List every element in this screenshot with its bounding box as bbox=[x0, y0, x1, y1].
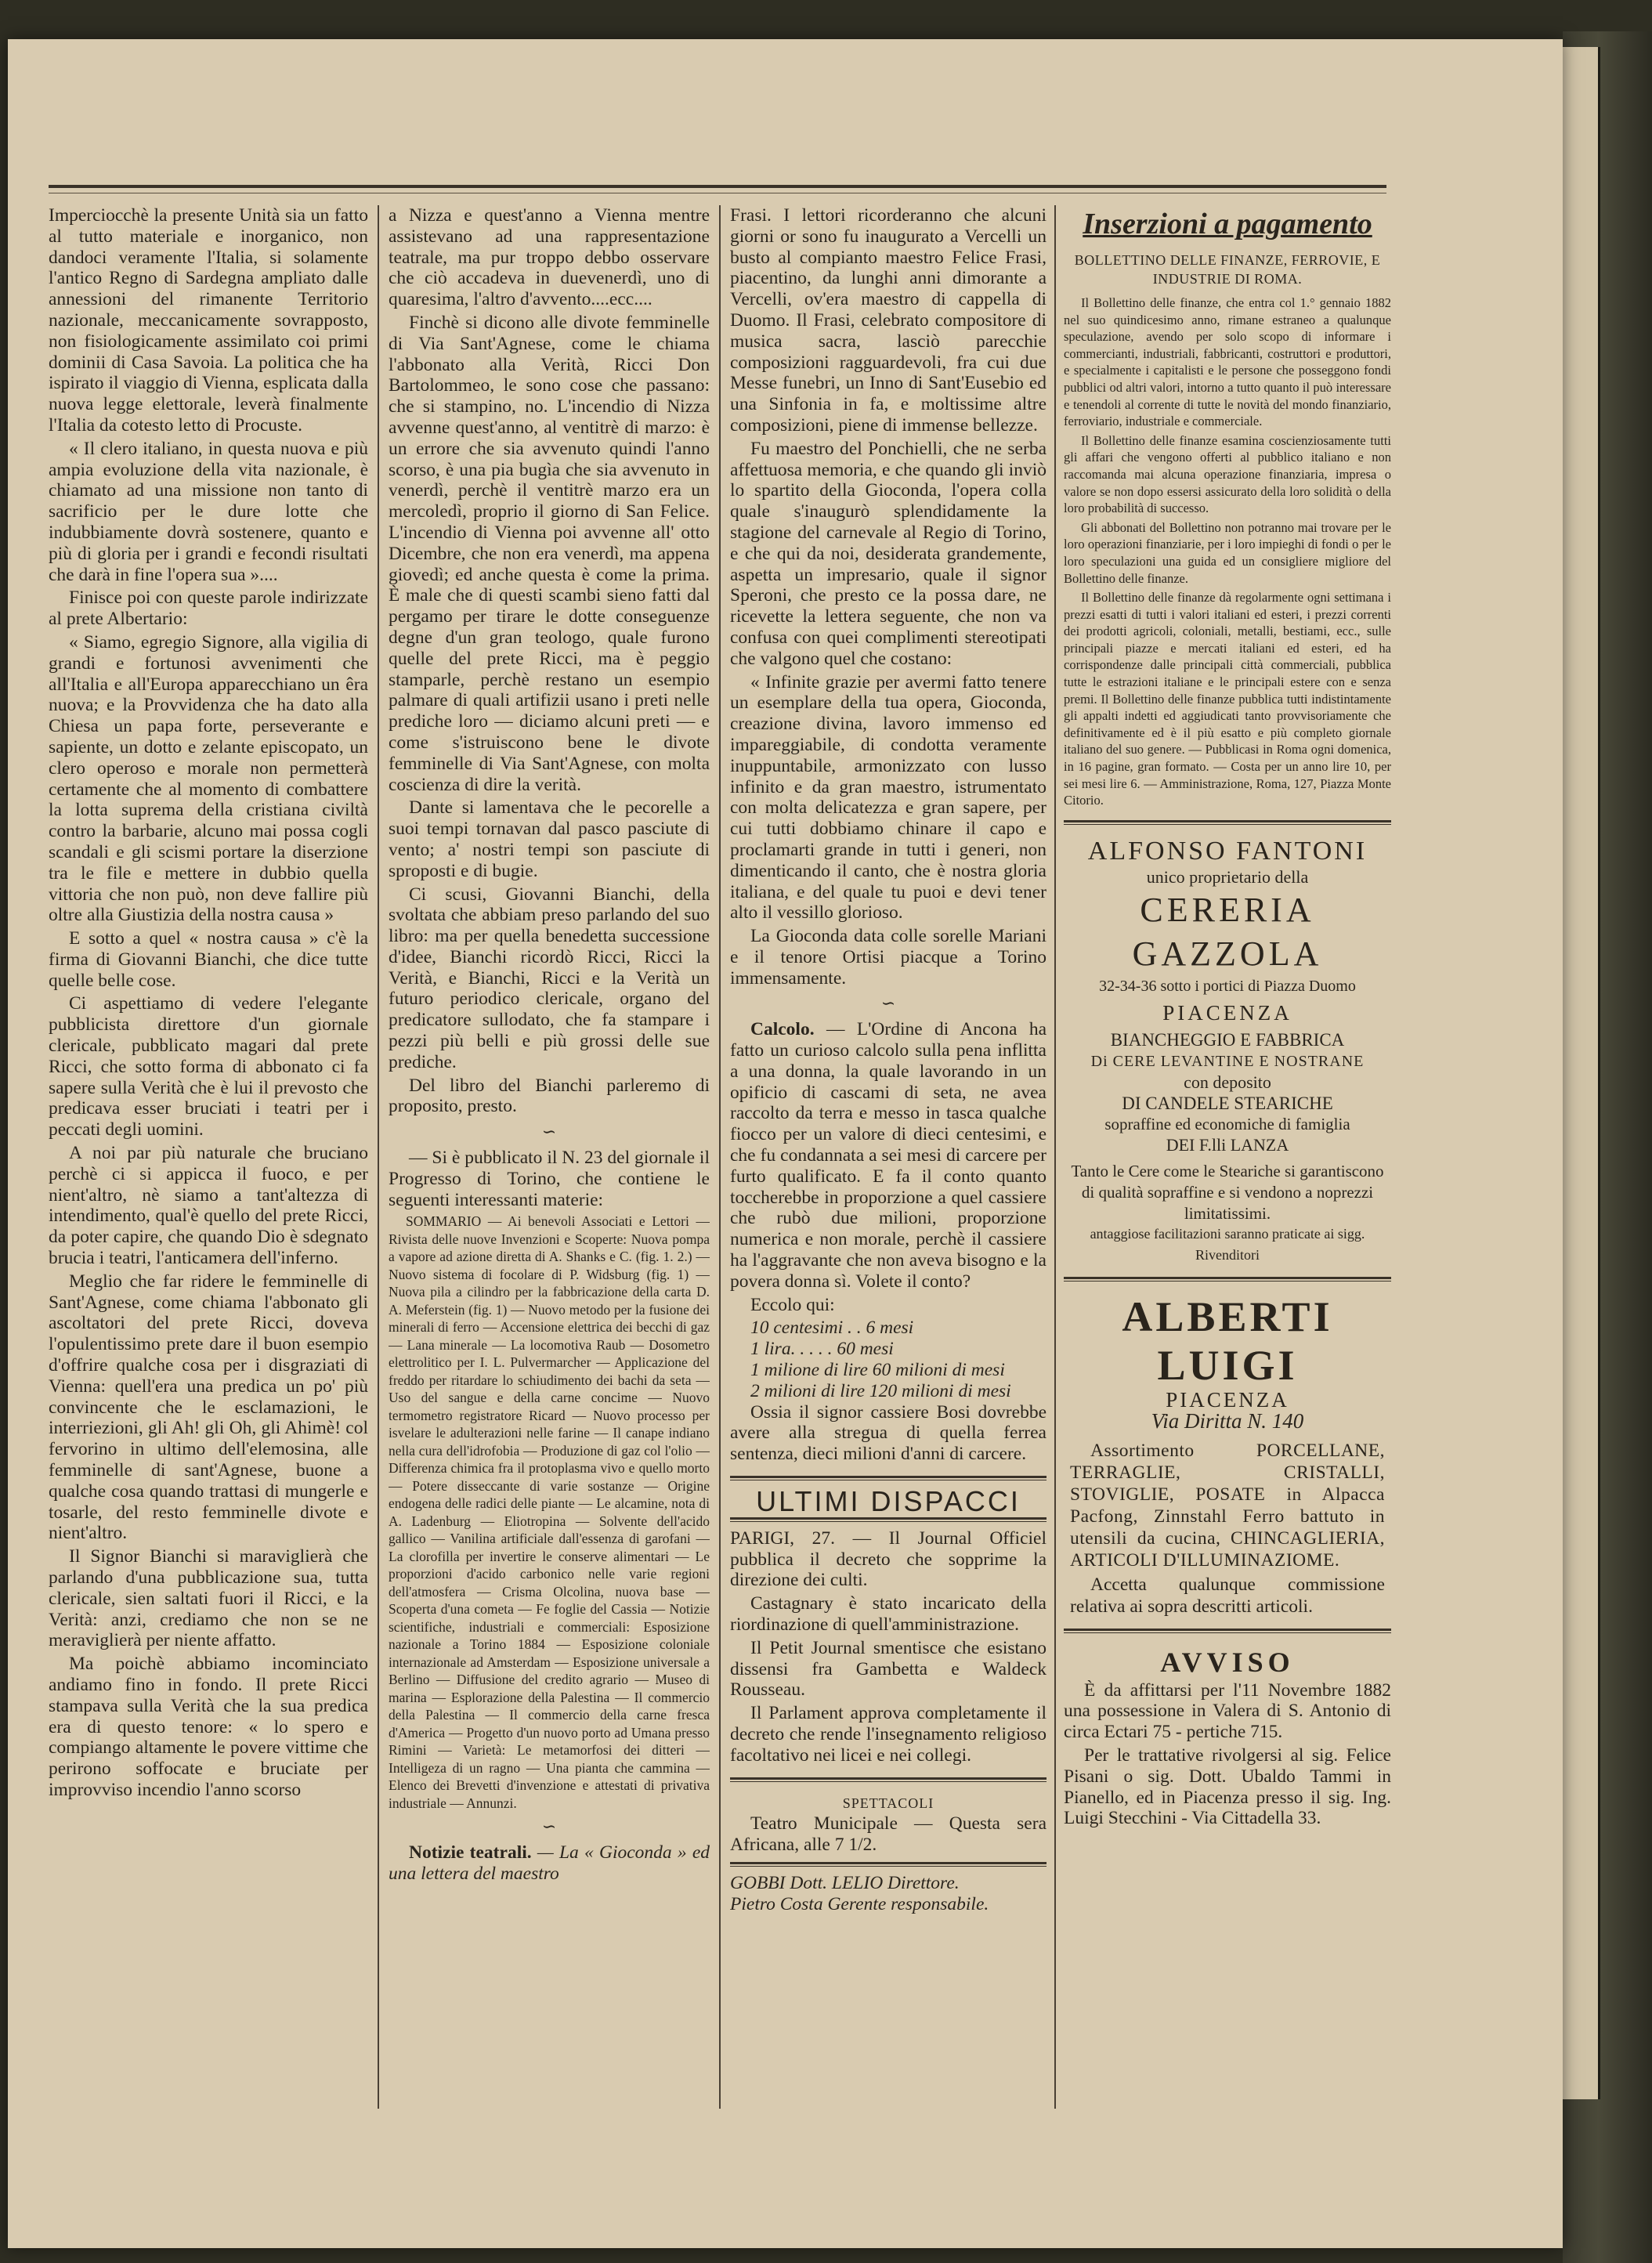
alberti-ad bbox=[1064, 1292, 1391, 1618]
gerente-line: Pietro Costa Gerente responsabile. bbox=[730, 1893, 989, 1914]
bollettino-paragraph: Il Bollettino delle finanze dà regolarmente ogni settimana i prezzi esatti di tutti i valori italiani ed esteri, i prezzi correnti dei prodotti agricoli, coloniali, metalli, bestiami, ecc., sulle principali piazze e mercati italiani ed esteri, ed ha corrispondenze dalle principali città commerciali, pubblica tutte le estrazioni italiane e le principali estere con e senza premi. Il Bollettino delle finanze pubblica tutti indistintamente gli appalti indetti ed aggiudicati tanto provvisoriamente che definitivamente ed è il più esatto e più completo giornale italiano del suo genere. — Pubblicasi in Roma ogni domenica, in 16 pagine, gran formato. — Costa per un anno lire 10, per sei mesi lire 6. — Amministrazione, Roma, 127, Piazza Monte Citorio. bbox=[1064, 590, 1391, 808]
column-divider bbox=[1054, 205, 1056, 2109]
spettacoli-text: Teatro Municipale — Questa sera Africana, alle 7 1/2. bbox=[730, 1813, 1047, 1856]
article-paragraph: Finchè si dicono alle divote femminelle di Via Sant'Agnese, come le chiama l'abbonato alla Verità, Ricci Don Bartolommeo, le sono cose che passano: che si stampino, no. L'incendio di Nizza avvenne quest'anno, al ventitrè di marzo: è un errore che sia avvenuto quindi l'anno scorso, è una pia bugìa che sia avvenuto in venerdì, perchè il ventitrè marzo era un mercoledì, proprio il giorno di San Felice. L'incendio di Vienna poi avvenne all' otto Dicembre, che non era venerdì, ma appena giovedì; ed anche questa è come la prima. È male che di questi scambi sieno fatti dal pergamo per tirare le dotte conseguenze degne d'un gran teologo, quale furono quelle del prete Ricci, ma è peggio stamparle, perchè restano un esempio palmare di quali artifizii usano i preti nelle prediche loro — diciamo alcuni preti — e come s'istruiscono bene le divote femminelle di Via Sant'Agnese, con molta coscienza di dire la verità. bbox=[389, 312, 710, 795]
alberti-city: PIACENZA bbox=[1166, 1387, 1289, 1412]
article-paragraph: « Siamo, egregio Signore, alla vigilia di grandi e fortunosi avvenimenti che all'Italia e all'Europa apparecchiano un êra nuova; e la Provvidenza che ha dato alla Chiesa un papa forte, perseverante e sapiente, un dotto e zelante episcopato, un clero operoso e morale non permetterà certamente che al momento di combattere la lotta suprema della cristiana civiltà contro la barbarie, alcuno mai possa cogli scandali e gli scismi portare la diserzione tra le file e mettere in dubbio quella vittoria che non può, non deve fallire più oltre alla Giustizia della nostra causa » bbox=[49, 631, 368, 926]
spettacoli-title: SPETTACOLI bbox=[842, 1795, 934, 1811]
calcolo-text: — L'Ordine di Ancona ha fatto un curioso calcolo sulla pena inflitta a una donna, la quale lavorando in un opificio di cascami di seta, ne avea raccolto da terra e messo in tasca qualche fiocco per un valore di dieci centesimi, e che fu condannata a sei mesi di carcere per furto qualificato. E fa il conto quanto toccherebbe in proporzione a quel cassiere che rubò due milioni, proporzione numerica e non morale, perchè il cassiere ha l'aggravante che non aveva bisogno e la povera donna sì. Volete il conto? bbox=[730, 1019, 1047, 1292]
article-paragraph: Ma poichè abbiamo incominciato andiamo fino in fondo. Il prete Ricci stampava sulla Verità che la sua predica era di questo tenore: « lo spero e compiango altamente le povere vittime che perirono soffocate e bruciate per improvviso incendio l'anno scorso bbox=[49, 1654, 368, 1800]
fantoni-line: BIANCHEGGIO E FABBRICA bbox=[1110, 1030, 1345, 1050]
fantoni-line: DEI F.lli LANZA bbox=[1166, 1135, 1289, 1155]
article-paragraph: La Gioconda data colle sorelle Mariani e il tenore Ortisi piacque a Torino immensamente. bbox=[730, 926, 1047, 989]
alberti-address: Via Diritta N. 140 bbox=[1151, 1408, 1304, 1433]
fantoni-line: antaggiose facilitazioni saranno praticate ai sigg. Rivenditori bbox=[1090, 1226, 1365, 1263]
article-paragraph: Finisce poi con queste parole indirizzate al prete Albertario: bbox=[49, 587, 368, 630]
fantoni-line: Tanto le Cere come le Steariche si garantiscono di qualità sopraffine e si vendono a noprezzi limitatissimi. bbox=[1071, 1161, 1384, 1223]
sommario-text: SOMMARIO — Ai benevoli Associati e Lettori — Rivista delle nuove Invenzioni e Scoperte: Nuova pompa a vapore ad azione diretta di A. Shanks e C. (fig. 1. 2.) — Nuovo sistema di focolare di P. Widsburg (fig. 1) — Nuova pila a cilindro per la fabbricazione della carta D. A. Meferstein (fig. 1) — Nuovo metodo per la fusione dei minerali di ferro — Accensione elettrica dei becchi di gaz — Lana minerale — La locomotiva Raub — Dosometro elettrolitico per I. L. Pulvermarcher — Applicazione del freddo per ritardare lo schiudimento dei bachi da seta — Uso del sangue e della carne concime — Nuovo termometro registratore Ricard — Nuovo processo per isvelare le adulterazioni nelle farine — Il canape indiano nella cura dell'idrofobia — Produzione di gaz col l'olio — Differenza chimica fra il protoplasma vivo e quello morto — Potere disseccante di varie sostanze — Origine endogena delle radici delle piante — Le alcamine, nota di A. Ladenburg — Eliotropina — Solvente dell'acido gallico — Vanilina artificiale dall'essenza di garofani — La clorofilla per invertire le conserve alimentari — Le proporzioni d'acido carbonico nelle varie regioni dell'atmosfera — Crisma Olcolina, nuova base — Scoperta d'una cometa — Fe foglie del Cassia — Notizie scientifiche, industriali e commerciali: Esposizione nazionale a Torino 1884 — Esposizione coloniale internazionale ad Amsterdam — Esposizione universale a Berlino — Diffusione del credito agrario — Museo di marina — Esplorazione della Palestina — Il commercio della Palestina — Il commercio della carne fresca d'America — Progetto d'un nuovo porto ad Umana presso Rimini — Varietà: Le metamorfosi dei ditteri — Intelligeza di un ragno — Una pianta che cammina — Elenco dei Brevetti d'invenzione e attestati di privativa industriale — Annunzi. bbox=[389, 1213, 710, 1811]
article-paragraph: Il Signor Bianchi si maraviglierà che parlando d'una pubblicazione sua, tutta clericale, sien saltati fuori il Ricci, e la Verità: anzi, crediamo che non se ne meraviglierà per niente affatto. bbox=[49, 1546, 368, 1651]
section-flourish: ∽ bbox=[541, 1122, 557, 1142]
article-paragraph: a Nizza e quest'anno a Vienna mentre assistevano ad una rappresentazione teatrale, ma pur troppo debbo osservare che ciò accadeva in duevenerdì, uno di quaresima, l'altro d'avvento....ecc.... bbox=[389, 205, 710, 310]
fantoni-ad bbox=[1064, 836, 1391, 1266]
article-paragraph: « Il clero italiano, in questa nuova e più ampia evoluzione della vita nazionale, è chiamato ad una missione non tanto di sacrificio per le dure lotte che indubbiamente dovrà sostenere, quanto e più di gloria per i grandi e fecondi risultati che darà in fine l'opera sua ».... bbox=[49, 438, 368, 585]
column-1 bbox=[49, 205, 368, 2101]
column-4 bbox=[1064, 205, 1391, 2101]
alberti-text: Accetta qualunque commissione relativa ai sopra descritti articoli. bbox=[1070, 1574, 1385, 1617]
section-rule bbox=[730, 1476, 1047, 1480]
section-flourish: ∽ bbox=[880, 993, 896, 1014]
bollettino-block bbox=[1064, 295, 1391, 809]
fantoni-city: PIACENZA bbox=[1162, 1001, 1292, 1025]
article-paragraph: E sotto a quel « nostra causa » c'è la firma di Giovanni Bianchi, che dice tutte quelle belle cose. bbox=[49, 928, 368, 991]
calcolo-row: 10 centesimi . . 6 mesi bbox=[750, 1318, 914, 1339]
section-rule bbox=[730, 1862, 1047, 1867]
article-paragraph: Meglio che far ridere le femminelle di Sant'Agnese, come chiama l'abbonato gli ascoltatori del prete Ricci, doveva l'opulentissimo prete dare il buon esempio d'offrire qualche cosa per i disgraziati di Vienna: quell'era una predica un po' più convincente che le esclamazioni, le interriezioni, gli Ah! gli Oh, gli Ahimè! col fervorino in ultimo dell'elemosina, alle femminelle di sant'Agnese, buone a qualche cosa quando trattasi di mungerle e tosarle, del resto femminelle divote e nient'altro. bbox=[49, 1271, 368, 1544]
column-2 bbox=[389, 205, 710, 2101]
article-paragraph: Ossia il signor cassiere Bosi dovrebbe avere alla stregua di quella ferrea sentenza, dieci milioni d'anni di carcere. bbox=[730, 1401, 1047, 1465]
calcolo-row: 1 milione di lire 60 milioni di mesi bbox=[750, 1360, 1005, 1381]
column-3 bbox=[730, 205, 1047, 2101]
section-rule bbox=[730, 1517, 1047, 1522]
fantoni-sub: unico proprietario della bbox=[1146, 866, 1309, 887]
bollettino-title: BOLLETTINO DELLE FINANZE, FERROVIE, E INDUSTRIE DI ROMA. bbox=[1074, 252, 1381, 287]
article-paragraph: Imperciocchè la presente Unità sia un fatto al tutto materiale e inorganico, non dandoci veramente l'Italia, si solamente l'antico Regno di Sardegna ampliato dalle annessioni del rimanente Territorio nazionale, meccanicamente sovrapposto, non fisiologicamente assimilato coi primi dominii di Casa Savoia. La politica che ha ispirato il viaggio di Vienna, esplicata dalla nuova legge elettorale, leverà finalmente l'Italia da cotesto letto di Procuste. bbox=[49, 205, 368, 436]
article-paragraph: Dante si lamentava che le pecorelle a suoi tempi tornavan dal pasco pasciute di vento; a' nostri tempi son pasciute di sproposti e di bugie. bbox=[389, 797, 710, 881]
calcolo-row: 1 lira. . . . . 60 mesi bbox=[750, 1339, 894, 1360]
fantoni-line: sopraffine ed economiche di famiglia bbox=[1104, 1115, 1350, 1134]
avviso-title: AVVISO bbox=[1160, 1646, 1295, 1678]
section-rule bbox=[1064, 820, 1391, 825]
notizie-title: Notizie teatrali. bbox=[409, 1842, 532, 1864]
column-divider bbox=[719, 205, 721, 2109]
fantoni-address: 32-34-36 sotto i portici di Piazza Duomo bbox=[1099, 977, 1356, 995]
eccolo-line: Eccolo qui: bbox=[750, 1294, 835, 1315]
avviso-text: È da affittarsi per l'11 Novembre 1882 una possessione in Valera di S. Antonio di circa Ectari 75 - pertiche 715. bbox=[1064, 1679, 1391, 1743]
bollettino-paragraph: Il Bollettino delle finanze, che entra col 1.° gennaio 1882 nel suo quindicesimo anno, rimane estraneo a qualunque speculazione, avendo per solo scopo di informare i commercianti, industriali, fabbricanti, costruttori e produttori, e specialmente i capitalisti e le persone che posseggono fondi pubblici od altri valori, intorno a tutto quanto il può interessare e tenendoli al corrente di tutte le novità del mondo finanziario, ferroviario, industriale e commerciale. bbox=[1064, 295, 1391, 429]
article-paragraph: Fu maestro del Ponchielli, che ne serba affettuosa memoria, e che quando gli inviò lo spartito della Gioconda, l'opera colla quale s'inaugurò splendidamente la stagione del carnevale al Regio di Torino, e che qui da noi, desiderata grandemente, aspetta un impresario, quale il signor Speroni, che presto ce la possa dare, ne ricevette la lettera seguente, che non va confusa con quei complimenti stereotipati che valgono quel che costano: bbox=[730, 438, 1047, 669]
section-flourish: ∽ bbox=[541, 1817, 557, 1837]
section-rule bbox=[1064, 1277, 1391, 1282]
section-rule bbox=[1064, 1629, 1391, 1633]
fantoni-line: con deposito bbox=[1184, 1072, 1271, 1092]
dispaccio: PARIGI, 27. — Il Journal Officiel pubblica il decreto che sopprime la direzione dei culti. bbox=[730, 1527, 1047, 1591]
article-paragraph: « Infinite grazie per avermi fatto tenere un esemplare della tua opera, Gioconda, creazione divina, lavoro immenso ed impareggiabile, di condotta veramente inuppuntabile, armonizzato con lusso infinito e da gran maestro, istrumentato con molta delicatezza e gran sapere, per cui tutti dobbiamo chinare il capo e proclamarti grande in tutti i generi, non dimenticando il canto, che è nostra gloria italiana, e del quale tu puoi e devi tener alto il vessillo glorioso. bbox=[730, 671, 1047, 924]
header-rule bbox=[49, 185, 1386, 193]
calcolo-row: 2 milioni di lire 120 milioni di mesi bbox=[750, 1380, 1011, 1401]
sommario-block bbox=[389, 1213, 710, 1812]
article-paragraph: Del libro del Bianchi parleremo di proposito, presto. bbox=[389, 1075, 710, 1117]
calcolo-table bbox=[730, 1318, 1047, 1401]
bollettino-paragraph: Gli abbonati del Bollettino non potranno mai trovare per le loro operazioni finanziarie, per i loro impieghi di fondi o per le loro speculazioni una guida ed un consigliere migliore del Bollettino delle finanze. bbox=[1064, 519, 1391, 586]
fantoni-line: DI CANDELE STEARICHE bbox=[1122, 1093, 1333, 1113]
avviso-ad bbox=[1064, 1644, 1391, 1830]
alberti-text: Assortimento PORCELLANE, TERRAGLIE, CRISTALLI, STOVIGLIE, POSATE in Alpacca Pacfong, Zinnstahl Ferro battuto in utensili da cucina, CHINCAGLIERIA, ARTICOLI D'ILLUMINAZIOME. bbox=[1070, 1440, 1385, 1571]
gerente-line: GOBBI Dott. LELIO Direttore. bbox=[730, 1872, 960, 1893]
notizie-text: — La « Gioconda » ed una lettera del maestro bbox=[389, 1842, 710, 1885]
fantoni-line: Di CERE LEVANTINE E NOSTRANE bbox=[1090, 1053, 1365, 1070]
avviso-text: Per le trattative rivolgersi al sig. Felice Pisani o sig. Dott. Ubaldo Tammi in Pianello, ed in Piacenza presso il sig. Ing. Luigi Stecchini - Via Cittadella 33. bbox=[1064, 1744, 1391, 1829]
column-divider bbox=[378, 205, 379, 2109]
bollettino-paragraph: Il Bollettino delle finanze esamina coscienziosamente tutti gli affari che vengono offerti al pubblico italiano e non raccomanda mai alcuna operazione finanziaria, impresa o valore se non dopo essersi assicurato della loro solidità o della loro probabilità di successo. bbox=[1064, 432, 1391, 516]
article-paragraph: — Si è pubblicato il N. 23 del giornale il Progresso di Torino, che contiene le seguenti interessanti materie: bbox=[389, 1148, 710, 1210]
dispaccio: Il Petit Journal smentisce che esistano dissensi fra Gambetta e Waldeck Rousseau. bbox=[730, 1637, 1047, 1701]
article-paragraph: Frasi. I lettori ricorderanno che alcuni giorni or sono fu inaugurato a Vercelli un busto al compianto maestro Felice Frasi, piacentino, da lunghi anni dimorante a Vercelli, ov'era maestro di cappella di Duomo. Il Frasi, celebrato compositore di musica sacra, lasciò parecchie composizioni ragguardevoli, fra cui due Messe funebri, un Inno di Sant'Eusebio ed una Sinfonia in fa, e moltissime altre composizioni, piene di immense bellezze. bbox=[730, 205, 1047, 436]
section-rule bbox=[730, 1777, 1047, 1782]
dispaccio: Il Parlament approva completamente il decreto che rende l'insegnamento religioso facoltativo nei licei e nei collegi. bbox=[730, 1703, 1047, 1766]
inserzioni-heading: Inserzioni a pagamento bbox=[1083, 208, 1372, 240]
alberti-name: ALBERTI LUIGI bbox=[1122, 1292, 1333, 1389]
article-paragraph: Ci scusi, Giovanni Bianchi, della svoltata che abbiam preso parlando del suo libro: ma per quella benedetta successione d'idee, Bianchi ricordò Ricci, Ricci la Verità, e Bianchi, Ricci e la Verità un futuro periodico clericale, organo del predicatore sullodato, che fa stampare i pezzi più belli e più grossi delle sue prediche. bbox=[389, 884, 710, 1072]
cereria-brand: CERERIA GAZZOLA bbox=[1132, 890, 1323, 973]
calcolo-title: Calcolo. bbox=[750, 1019, 815, 1040]
article-paragraph: Ci aspettiamo di vedere l'elegante pubblicista direttore d'un giornale clericale, pubblicato magari dal prete Ricci, che sotto forma di abbonato ci fa sapere sulla Verità che è lui il prevosto che predicava esser bruciati i teatri per i peccati degli uomini. bbox=[49, 993, 368, 1141]
dispaccio: Castagnary è stato incaricato della riordinazione di quell'amministrazione. bbox=[730, 1593, 1047, 1635]
dispacci-title: ULTIMI DISPACCI bbox=[756, 1485, 1021, 1518]
article-paragraph: A noi par più naturale che bruciano perchè ci si appicca il fuoco, e per nient'altro, nè siamo a tant'altezza di intendimento, qual'è quello del prete Ricci, da poter capire, che quando Dio è sdegnato brucia i teatri, l'anticamera dell'inferno. bbox=[49, 1143, 368, 1269]
fantoni-name: ALFONSO FANTONI bbox=[1087, 836, 1368, 866]
